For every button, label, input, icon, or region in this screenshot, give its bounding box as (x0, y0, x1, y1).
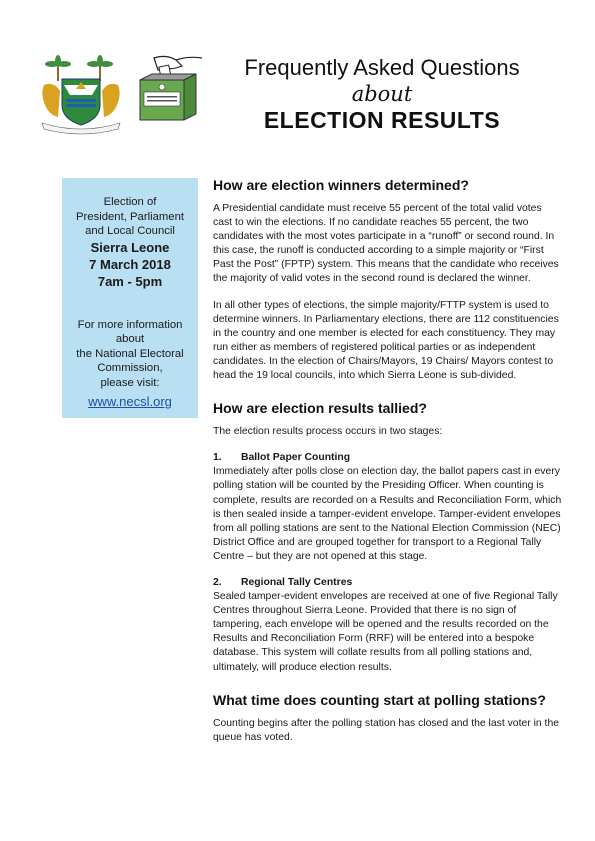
faq-section-winners (213, 176, 563, 383)
header-title: Frequently Asked Questions (244, 55, 520, 80)
election-info-box (62, 178, 198, 418)
paragraph: A Presidential candidate must receive 55 percent of the total valid votes cast to win the elections. If no candidate reaches 55 percent, the two candidates with the most votes participate in a “runoff” or second round. In this case, the runoff is conducted according to a simple majority or “First Past the Post” (FPTP) system. This means that the candidate who receives the majority of valid votes in the second round is declared the winner. (213, 203, 559, 285)
faq-question-tally: How are election results tallied? (213, 400, 427, 417)
paragraph: Counting begins after the polling station has closed and the last voter in the queue has voted. (213, 717, 560, 743)
election-type: Election of President, Parliament and Local Council (76, 196, 184, 237)
paragraph: Immediately after polls close on election day, the ballot papers cast in every polling station will be counted by the Presiding Officer. When counting is complete, results are recorded on a Results and Reconciliation Form, which is then sealed inside a tamper-evident envelope. Tamper-evident envelopes from all polling stations are sent to the National Election Commission (NEC) District Office and are grouped together for transport to a Regional Tally Centre – but they are not opened at this stage. (213, 466, 562, 562)
ballot-box-icon (132, 52, 204, 126)
election-hours: 7am - 5pm (97, 273, 163, 289)
page-header (222, 54, 542, 134)
paragraph: The election results process occurs in two stages: (213, 426, 443, 438)
election-country: Sierra Leone (90, 239, 170, 255)
stage-heading: 1. Ballot Paper Counting (213, 452, 351, 464)
necsl-website-link[interactable]: www.necsl.org (88, 394, 172, 409)
stage-heading: 2. Regional Tally Centres (213, 576, 353, 588)
header-about: about (351, 82, 413, 106)
paragraph: Sealed tamper-evident envelopes are received at one of five Regional Tally Centres throughout Sierra Leone. Provided that there is no sign of tampering, each envelope will be opened and the results recorded on the Results and Reconciliation Form (RRF) will be entered into a bespoke database. This system will collate results from all polling stations and, ultimately, will produce election results. (213, 591, 558, 673)
faq-question-counting: What time does counting start at polling stations? (213, 691, 546, 708)
faq-question-winners: How are election winners determined? (213, 177, 469, 193)
faq-section-counting (213, 691, 563, 745)
coat-of-arms-icon (36, 55, 126, 137)
election-date: 7 March 2018 (89, 256, 171, 272)
faq-content (213, 176, 563, 757)
more-info-text: For more information about the National Electoral Commission, please visit: (76, 318, 184, 389)
paragraph: In all other types of elections, the simple majority/FTTP system is used to determine winners. In Parliamentary elections, there are 112 constituencies in the country and one member is elected for each constituency. They may run either as members of registered political parties or as independent candidates. In the election of Chairs/Mayors, 19 Chairs/ Mayors contest to head the 19 local councils, into which Sierra Leone is sub-divided. (213, 299, 559, 382)
faq-section-tally (213, 399, 563, 675)
header-subject: ELECTION RESULTS (263, 107, 501, 133)
